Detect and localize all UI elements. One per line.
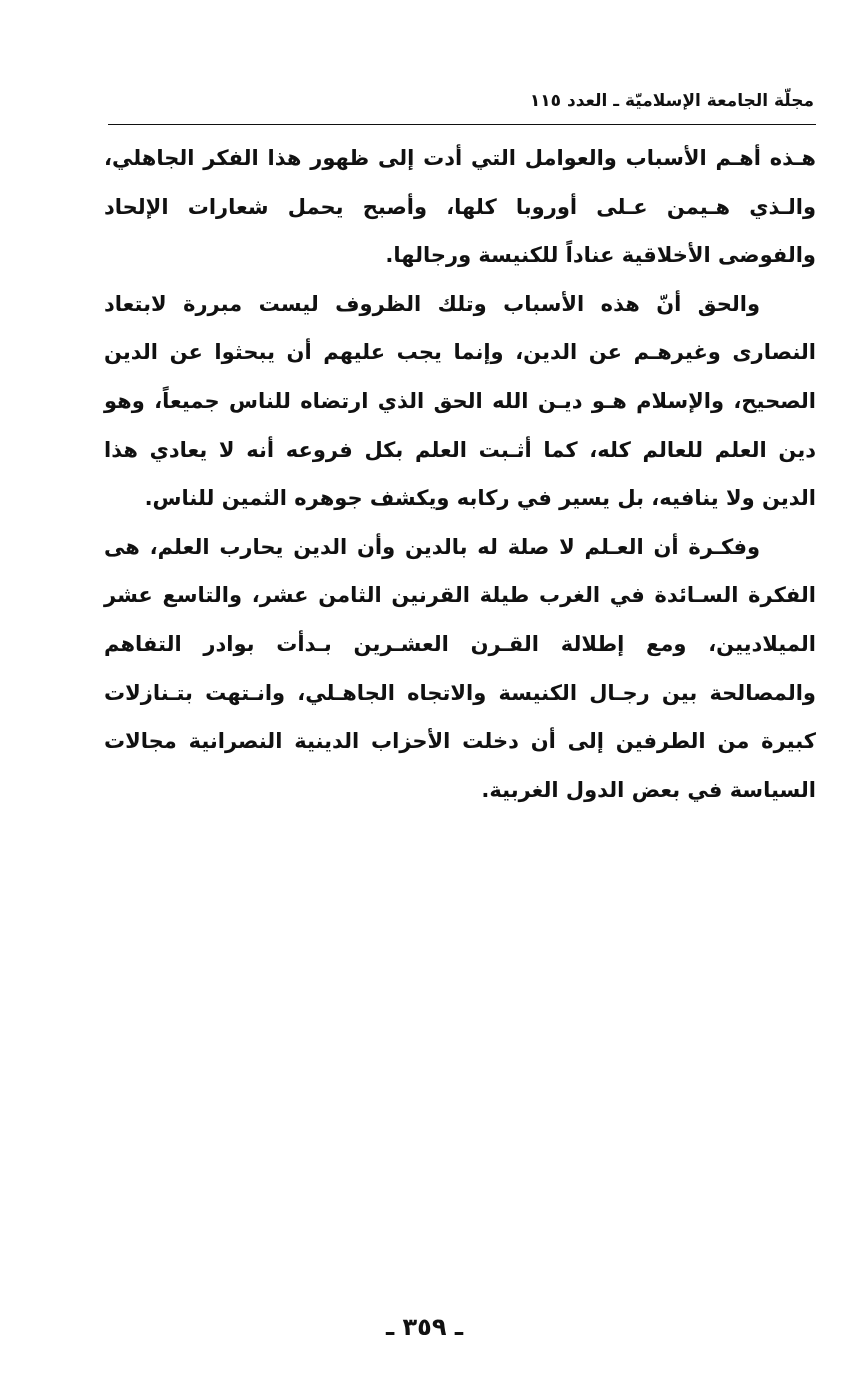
page-number: ـ ٣٥٩ ـ [385, 1313, 464, 1341]
paragraph-2: والحق أنّ هذه الأسباب وتلك الظروف ليست مبررة لابتعاد النصارى وغيرهـم عن الدين، وإنما يجب عليهم أن يبحثوا عن الدين الصحيح، والإسلام هـو ديـن الله الحق الذي ارتضاه للناس جميعاً، وهو دين العلم للعالم كله، كما أثـبت العلم بكل فروعه أنه لا يعادي هذا الدين ولا ينافيه، بل يسير في ركابه ويكشف جوهره الثمين للناس. [104, 291, 816, 511]
paragraph-3: وفكـرة أن العـلم لا صلة له بالدين وأن الدين يحارب العلم، هى الفكرة السـائدة في الغرب طيلة القرنين الثامن عشر، والتاسع عشر الميلاديين، ومع إطلالة القـرن العشـرين بـدأت بوادر التفاهم والمصالحة بين رجـال الكنيسة والاتجاه الجاهـلي، وانـتهت بتـنازلات كبيرة من الطرفين إلى أن دخلت الأحزاب الدينية النصرانية مجالات السياسة في بعض الدول الغربية. [104, 534, 816, 802]
running-header: مجلّة الجامعة الإسلاميّة ـ العدد ١١٥ [529, 91, 814, 111]
paragraph-1: هـذه أهـم الأسباب والعوامل التي أدت إلى ظهور هذا الفكر الجاهلي، والـذي هـيمن عـلى أوروبا كلها، وأصبح يحمل شعارات الإلحاد والفوضى الأخلاقية عناداً للكنيسة ورجالها. [104, 146, 816, 268]
header-rule [108, 124, 816, 125]
body-text [104, 134, 816, 814]
